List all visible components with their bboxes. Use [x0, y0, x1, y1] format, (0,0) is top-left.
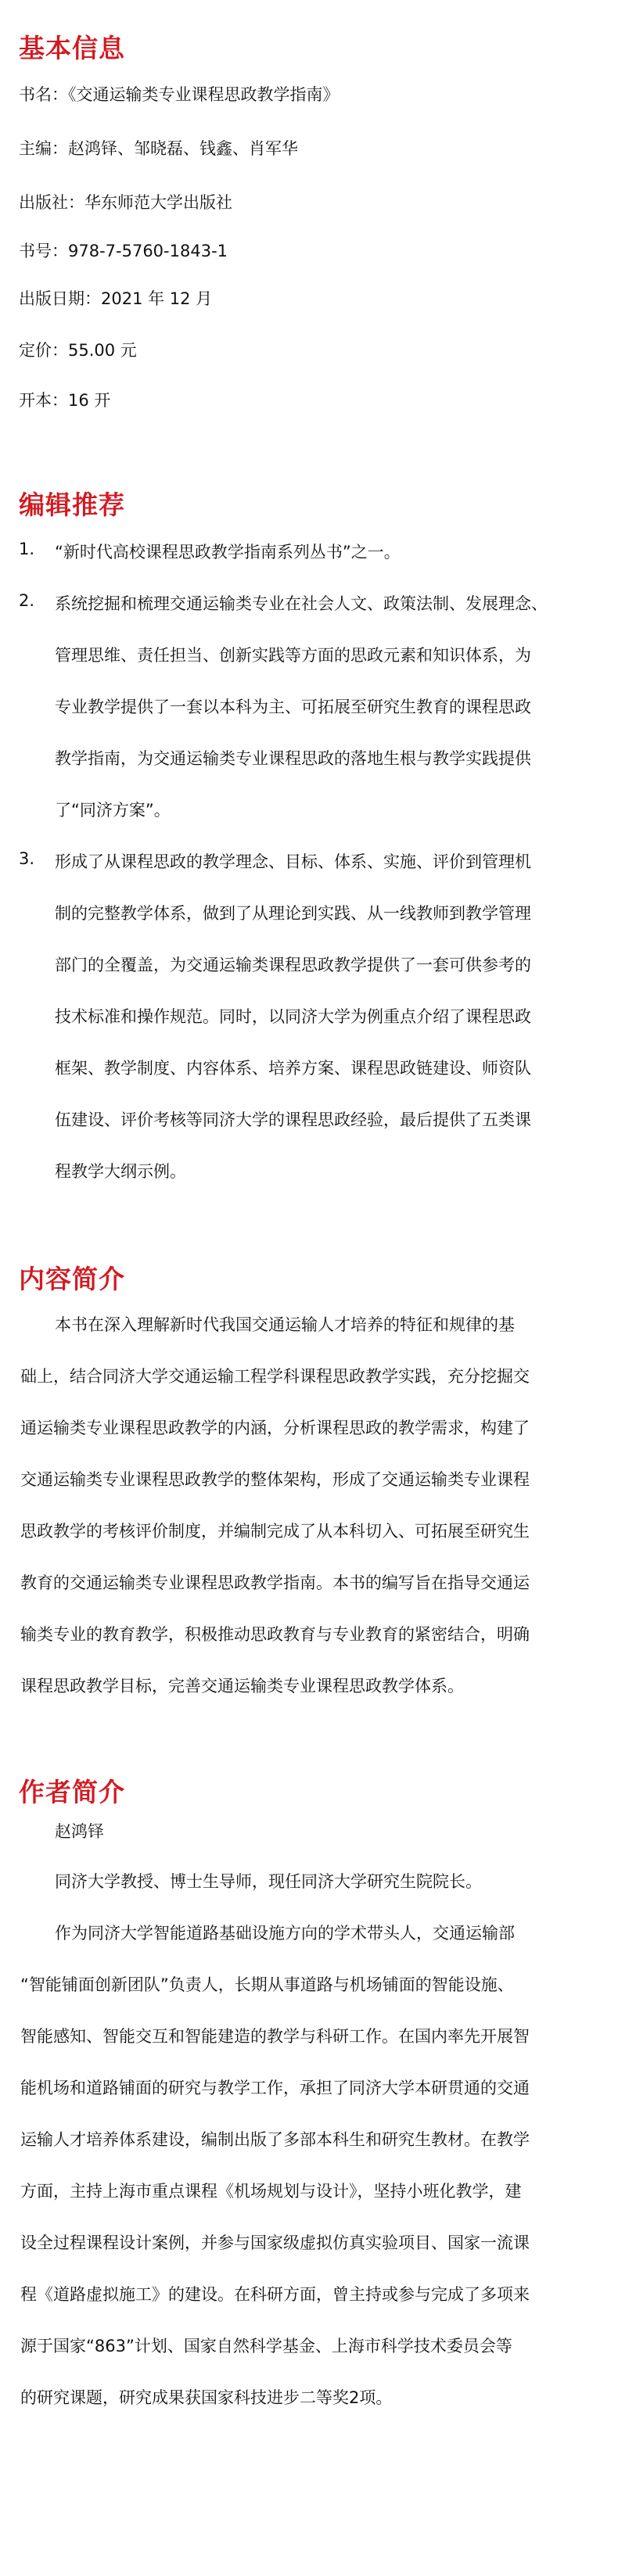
summary-heading: 内容简介	[19, 1264, 125, 1294]
recommend-item-text: 程教学大纲示例。	[55, 1162, 186, 1181]
recommend-item-text: 管理思维、责任担当、创新实践等方面的思政元素和知识体系，为	[55, 646, 531, 665]
book-format: 开本：16 开	[19, 391, 111, 410]
recommend-item-text: 制的完整教学体系，做到了从理论到实践、从一线教师到教学管理	[55, 904, 531, 923]
author-heading: 作者简介	[19, 1777, 125, 1807]
recommend-item-text: 框架、教学制度、内容体系、培养方案、课程思政链建设、师资队	[55, 1059, 531, 1078]
author-bio-line: 作为同济大学智能道路基础设施方向的学术带头人，交通运输部	[55, 1924, 515, 1943]
book-publisher: 出版社：华东师范大学出版社	[19, 193, 232, 212]
author-bio-line: 的研究课题，研究成果获国家科技进步二等奖2项。	[20, 2388, 393, 2407]
summary-line: 通运输类专业课程思政教学的内涵，分析课程思政的教学需求，构建了	[20, 1419, 530, 1437]
author-bio-line: 源于国家“863”计划、国家自然科学基金、上海市科学技术委员会等	[20, 2337, 512, 2355]
summary-line: 础上，结合同济大学交通运输工程学科课程思政教学实践，充分挖掘交	[20, 1367, 530, 1386]
author-bio-line: 智能感知、智能交互和智能建造的教学与科研工作。在国内率先开展智	[20, 2027, 530, 2046]
book-title: 书名：《交通运输类专业课程思政教学指南》	[19, 85, 340, 104]
recommend-item-number: 3.	[19, 849, 35, 868]
summary-line: 课程思政教学目标，完善交通运输类专业课程思政教学体系。	[20, 1677, 464, 1695]
recommend-item-number: 2.	[19, 591, 35, 610]
summary-line: 教育的交通运输类专业课程思政教学指南。本书的编写旨在指导交通运	[20, 1573, 530, 1592]
summary-line: 交通运输类专业课程思政教学的整体架构，形成了交通运输类专业课程	[20, 1470, 530, 1489]
author-bio-line: “智能铺面创新团队”负责人，长期从事道路与机场铺面的智能设施、	[20, 1975, 514, 1994]
author-bio-line: 能机场和道路铺面的研究与教学工作，承担了同济大学本研贯通的交通	[20, 2079, 530, 2097]
book-isbn: 书号：978-7-5760-1843-1	[19, 242, 228, 260]
author-name: 赵鸿铎	[55, 1822, 104, 1841]
recommend-item-text: 技术标准和操作规范。同时，以同济大学为例重点介绍了课程思政	[55, 1007, 531, 1026]
recommend-item-text: 专业教学提供了一套以本科为主、可拓展至研究生教育的课程思政	[55, 698, 531, 716]
basic-info-heading: 基本信息	[19, 33, 125, 63]
recommend-item-text: 系统挖掘和梳理交通运输类专业在社会人文、政策法制、发展理念、	[55, 594, 548, 613]
book-date: 出版日期：2021 年 12 月	[19, 289, 213, 308]
author-bio-line: 设全过程课程设计案例，并参与国家级虚拟仿真实验项目、国家一流课	[20, 2233, 530, 2252]
author-position: 同济大学教授、博士生导师，现任同济大学研究生院院长。	[55, 1872, 482, 1891]
recommend-item-text: 部门的全覆盖，为交通运输类课程思政教学提供了一套可供参考的	[55, 956, 531, 974]
recommend-item-number: 1.	[19, 540, 35, 558]
author-bio-line: 程《道路虚拟施工》的建设。在科研方面，曾主持或参与完成了多项来	[20, 2285, 530, 2304]
summary-line: 本书在深入理解新时代我国交通运输人才培养的特征和规律的基	[55, 1315, 515, 1334]
summary-line: 输类专业的教育教学，积极推动思政教育与专业教育的紧密结合，明确	[20, 1625, 530, 1644]
recommend-item-text: 了“同济方案”。	[55, 801, 171, 820]
book-editors: 主编：赵鸿铎、邹晓磊、钱鑫、肖军华	[19, 139, 298, 158]
recommend-item-text: 形成了从课程思政的教学理念、目标、体系、实施、评价到管理机	[55, 852, 531, 871]
recommend-item-text: 伍建设、评价考核等同济大学的课程思政经验，最后提供了五类课	[55, 1110, 531, 1129]
author-bio-line: 运输人才培养体系建设，编制出版了多部本科生和研究生教材。在教学	[20, 2130, 530, 2149]
recommend-item-text: 教学指南，为交通运输类专业课程思政的落地生根与教学实践提供	[55, 749, 531, 768]
summary-line: 思政教学的考核评价制度，并编制完成了从本科切入、可拓展至研究生	[20, 1522, 530, 1541]
book-price: 定价：55.00 元	[19, 341, 137, 360]
recommend-heading: 编辑推荐	[19, 490, 125, 520]
recommend-item-text: “新时代高校课程思政教学指南系列丛书”之一。	[55, 543, 401, 561]
author-bio-line: 方面，主持上海市重点课程《机场规划与设计》，坚持小班化教学，建	[20, 2182, 522, 2201]
